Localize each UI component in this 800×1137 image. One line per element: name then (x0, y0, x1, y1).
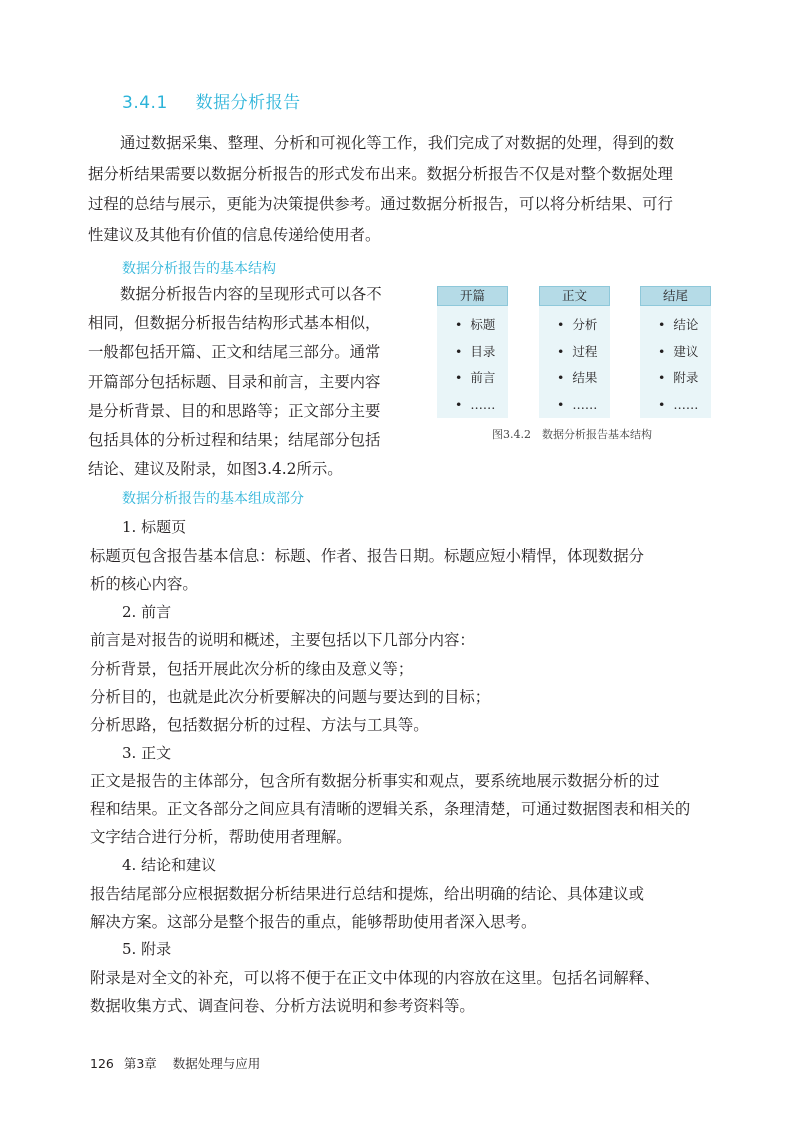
list-item: • 分析 (557, 317, 598, 332)
page-number: 126 (90, 1056, 114, 1071)
text-line: 分析思路，包括数据分析的过程、方法与工具等。 (90, 716, 429, 734)
text-line: 通过数据采集、整理、分析和可视化等工作，我们完成了对数据的处理，得到的数 (120, 134, 675, 152)
list-item: • …… (557, 396, 598, 412)
list-item: • …… (455, 396, 496, 412)
intro-paragraph (88, 128, 718, 250)
item-heading: 5. 附录 (122, 940, 172, 958)
column-body-header: 正文 (539, 286, 610, 306)
text-line: 是分析背景、目的和思路等；正文部分主要 (88, 401, 381, 420)
text-line: 程和结果。正文各部分之间应具有清晰的逻辑关系，条理清楚，可通过数据图表和相关的 (90, 800, 691, 818)
section-title-text: 数据分析报告 (195, 93, 301, 113)
text-line: 据分析结果需要以数据分析报告的形式发布出来。数据分析报告不仅是对整个数据处理 (88, 164, 673, 183)
list-item: • 过程 (557, 343, 598, 359)
text-line: 性建议及其他有价值的信息传递给使用者。 (88, 225, 381, 244)
text-line: 包括具体的分析过程和结果；结尾部分包括 (88, 431, 381, 450)
item-heading: 4. 结论和建议 (122, 856, 217, 874)
bullet-icon: • (557, 370, 565, 385)
bullet-icon: • (658, 343, 666, 359)
item-heading: 1. 标题页 (122, 518, 187, 536)
text-line: 报告结尾部分应根据数据分析结果进行总结和提炼，给出明确的结论、具体建议或 (90, 885, 645, 903)
bullet-icon: • (557, 317, 565, 332)
list-item: • …… (658, 396, 699, 412)
structure-paragraph (88, 280, 382, 484)
text-line: 分析背景，包括开展此次分析的缘由及意义等； (90, 660, 414, 678)
text-line: 解决方案。这部分是整个报告的重点，能够帮助使用者深入思考。 (90, 913, 537, 931)
text-line: 开篇部分包括标题、目录和前言，主要内容 (88, 372, 381, 391)
list-item: • 目录 (455, 343, 496, 359)
bullet-icon: • (455, 317, 463, 332)
item-heading: 2. 前言 (122, 603, 172, 621)
text-line: 分析目的，也就是此次分析要解决的问题与要达到的目标； (90, 688, 491, 706)
bullet-icon: • (455, 343, 463, 359)
text-line: 过程的总结与展示，更能为决策提供参考。通过数据分析报告，可以将分析结果、可行 (88, 195, 673, 213)
text-line: 文字结合进行分析，帮助使用者理解。 (90, 828, 352, 846)
bullet-icon: • (455, 370, 463, 385)
bullet-icon: • (455, 396, 463, 412)
structure-diagram (437, 286, 713, 444)
text-line: 标题页包含报告基本信息：标题、作者、报告日期。标题应短小精悍，体现数据分 (90, 547, 645, 565)
structure-heading: 数据分析报告的基本结构 (122, 261, 276, 277)
list-item: • 标题 (455, 317, 496, 332)
bullet-icon: • (658, 370, 666, 385)
text-line: 相同，但数据分析报告结构形式基本相似， (88, 314, 381, 333)
text-line: 数据收集方式、调查问卷、分析方法说明和参考资料等。 (90, 997, 475, 1015)
item-heading: 3. 正文 (122, 744, 172, 762)
components-heading: 数据分析报告的基本组成部分 (122, 491, 304, 507)
section-title (122, 88, 301, 113)
text-line: 结论、建议及附录，如图3.4.2所示。 (88, 460, 343, 479)
column-opening-header: 开篇 (437, 286, 508, 306)
column-ending (640, 286, 711, 418)
column-ending-header: 结尾 (640, 286, 711, 306)
bullet-icon: • (658, 396, 666, 412)
list-item: • 建议 (658, 343, 699, 359)
list-item: • 结论 (658, 317, 699, 332)
figure-caption: 图3.4.2 数据分析报告基本结构 (492, 428, 652, 441)
text-line: 前言是对报告的说明和概述，主要包括以下几部分内容： (90, 631, 475, 649)
chapter-label: 第3章 (123, 1056, 157, 1071)
text-line: 正文是报告的主体部分，包含所有数据分析事实和观点，要系统地展示数据分析的过 (90, 772, 660, 790)
text-line: 一般都包括开篇、正文和结尾三部分。通常 (88, 343, 381, 362)
text-line: 析的核心内容。 (90, 575, 198, 593)
page-footer (90, 1054, 260, 1072)
list-item: • 结果 (557, 370, 598, 385)
column-body (539, 286, 610, 418)
section-number: 3.4.1 (122, 93, 168, 113)
chapter-title: 数据处理与应用 (172, 1056, 261, 1071)
list-item: • 前言 (455, 370, 496, 385)
text-line: 数据分析报告内容的呈现形式可以各不 (120, 285, 382, 303)
text-line: 附录是对全文的补充，可以将不便于在正文中体现的内容放在这里。包括名词解释、 (90, 969, 660, 987)
list-item: • 附录 (658, 370, 699, 385)
bullet-icon: • (557, 396, 565, 412)
bullet-icon: • (658, 317, 666, 332)
bullet-icon: • (557, 343, 565, 359)
column-opening (437, 286, 508, 418)
